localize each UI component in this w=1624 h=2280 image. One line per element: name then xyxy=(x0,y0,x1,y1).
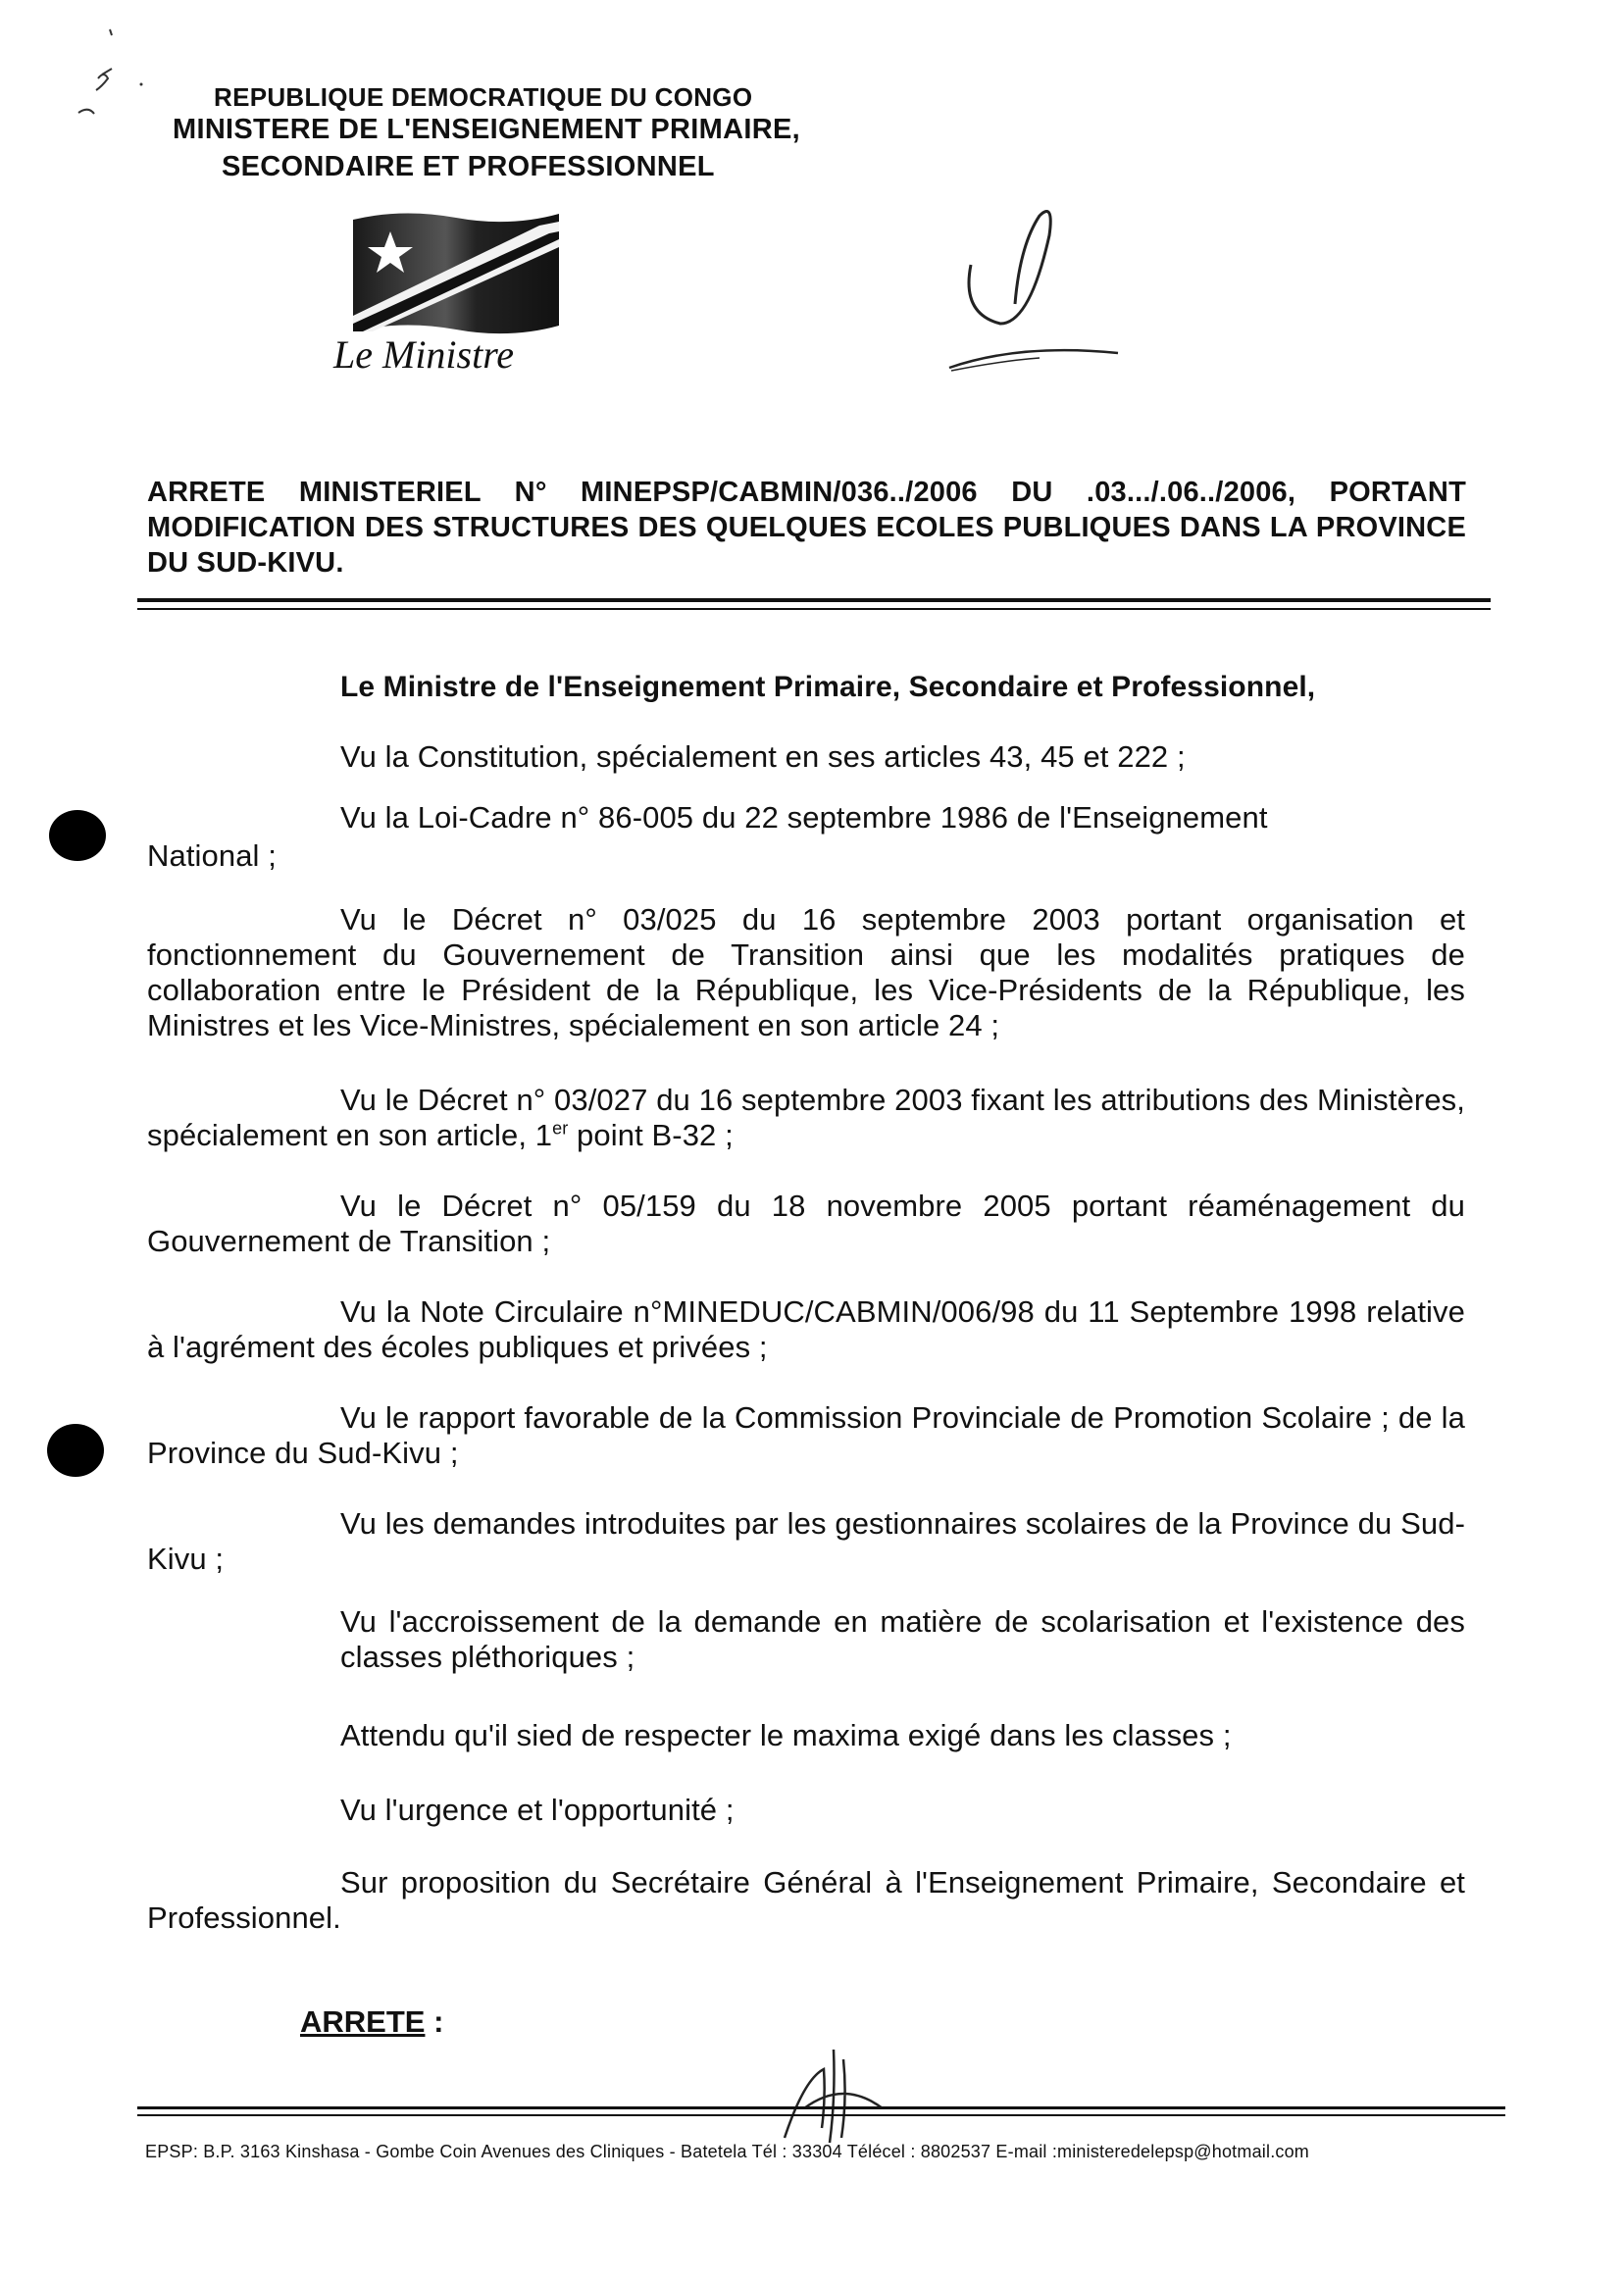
arrete-heading: ARRETE : xyxy=(300,2004,444,2039)
header-ministry-line2: SECONDAIRE ET PROFESSIONNEL xyxy=(222,151,715,182)
minister-label: Le Ministre xyxy=(333,332,515,377)
handwritten-signature-icon xyxy=(941,196,1138,412)
vu-accroissement: Vu l'accroissement de la demande en matière de scolarisation et l'existence des classes pléthoriques ; xyxy=(340,1604,1465,1674)
vu-decret-03-027: Vu le Décret n° 03/027 du 16 septembre 2003 fixant les attributions des Ministères, spécialement en son article, 1er point B-32 ; xyxy=(147,1083,1465,1152)
vu-loi-cadre: Vu la Loi-Cadre n° 86-005 du 22 septembre 1986 de l'Enseignement xyxy=(340,800,1268,835)
decree-title: ARRETE MINISTERIEL N° MINEPSP/CABMIN/036../2006 DU .03.../.06../2006, PORTANT MODIFICATION DES STRUCTURES DES QUELQUES ECOLES PUBLIQUES DANS LA PROVINCE DU SUD-KIVU. xyxy=(147,477,1466,579)
vu-decret-05-159: Vu le Décret n° 05/159 du 18 novembre 2005 portant réaménagement du Gouvernement de Transition ; xyxy=(147,1189,1465,1258)
footer-divider-thin xyxy=(137,2114,1505,2116)
hole-punch-mark xyxy=(49,810,106,861)
header-ministry-line1: MINISTERE DE L'ENSEIGNEMENT PRIMAIRE, xyxy=(173,114,800,145)
vu-urgence: Vu l'urgence et l'opportunité ; xyxy=(340,1793,735,1827)
vu-decret-03-025: Vu le Décret n° 03/025 du 16 septembre 2003 portant organisation et fonctionnement du Gouvernement de Transition ainsi que les modalités pratiques de collaboration entre le Président de la République, les Vice-Présidents de la République, les Ministres et les Vice-Ministres, spécialement en son article 24 ; xyxy=(147,902,1465,1042)
vu-rapport-favorable: Vu le rapport favorable de la Commission Provinciale de Promotion Scolaire ; de la Province du Sud-Kivu ; xyxy=(147,1400,1465,1470)
vu-note-circulaire: Vu la Note Circulaire n°MINEDUC/CABMIN/006/98 du 11 Septembre 1998 relative à l'agrément des écoles publiques et privées ; xyxy=(147,1294,1465,1364)
pen-marks-decoration xyxy=(39,20,147,137)
drc-flag-emblem-icon xyxy=(353,208,559,340)
title-divider xyxy=(137,598,1491,602)
attendu: Attendu qu'il sied de respecter le maxima exigé dans les classes ; xyxy=(340,1718,1232,1752)
vu-constitution: Vu la Constitution, spécialement en ses articles 43, 45 et 222 ; xyxy=(340,739,1186,774)
title-divider-thin xyxy=(137,608,1491,610)
vu-demandes: Vu les demandes introduites par les gestionnaires scolaires de la Province du Sud-Kivu ; xyxy=(147,1506,1465,1576)
sur-proposition: Sur proposition du Secrétaire Général à l'Enseignement Primaire, Secondaire et Professionnel. xyxy=(147,1865,1465,1935)
hole-punch-mark xyxy=(47,1424,104,1477)
footer-divider xyxy=(137,2106,1505,2109)
footer-contact: EPSP: B.P. 3163 Kinshasa - Gombe Coin Avenues des Cliniques - Batetela Tél : 33304 Télécel : 8802537 E-mail :ministeredelepsp@hotmail.com xyxy=(145,2142,1309,2161)
header-republic: REPUBLIQUE DEMOCRATIQUE DU CONGO xyxy=(214,82,753,112)
intro-line: Le Ministre de l'Enseignement Primaire, Secondaire et Professionnel, xyxy=(340,671,1316,703)
initials-signature-icon xyxy=(765,2040,902,2148)
vu-loi-cadre-cont: National ; xyxy=(147,838,277,873)
